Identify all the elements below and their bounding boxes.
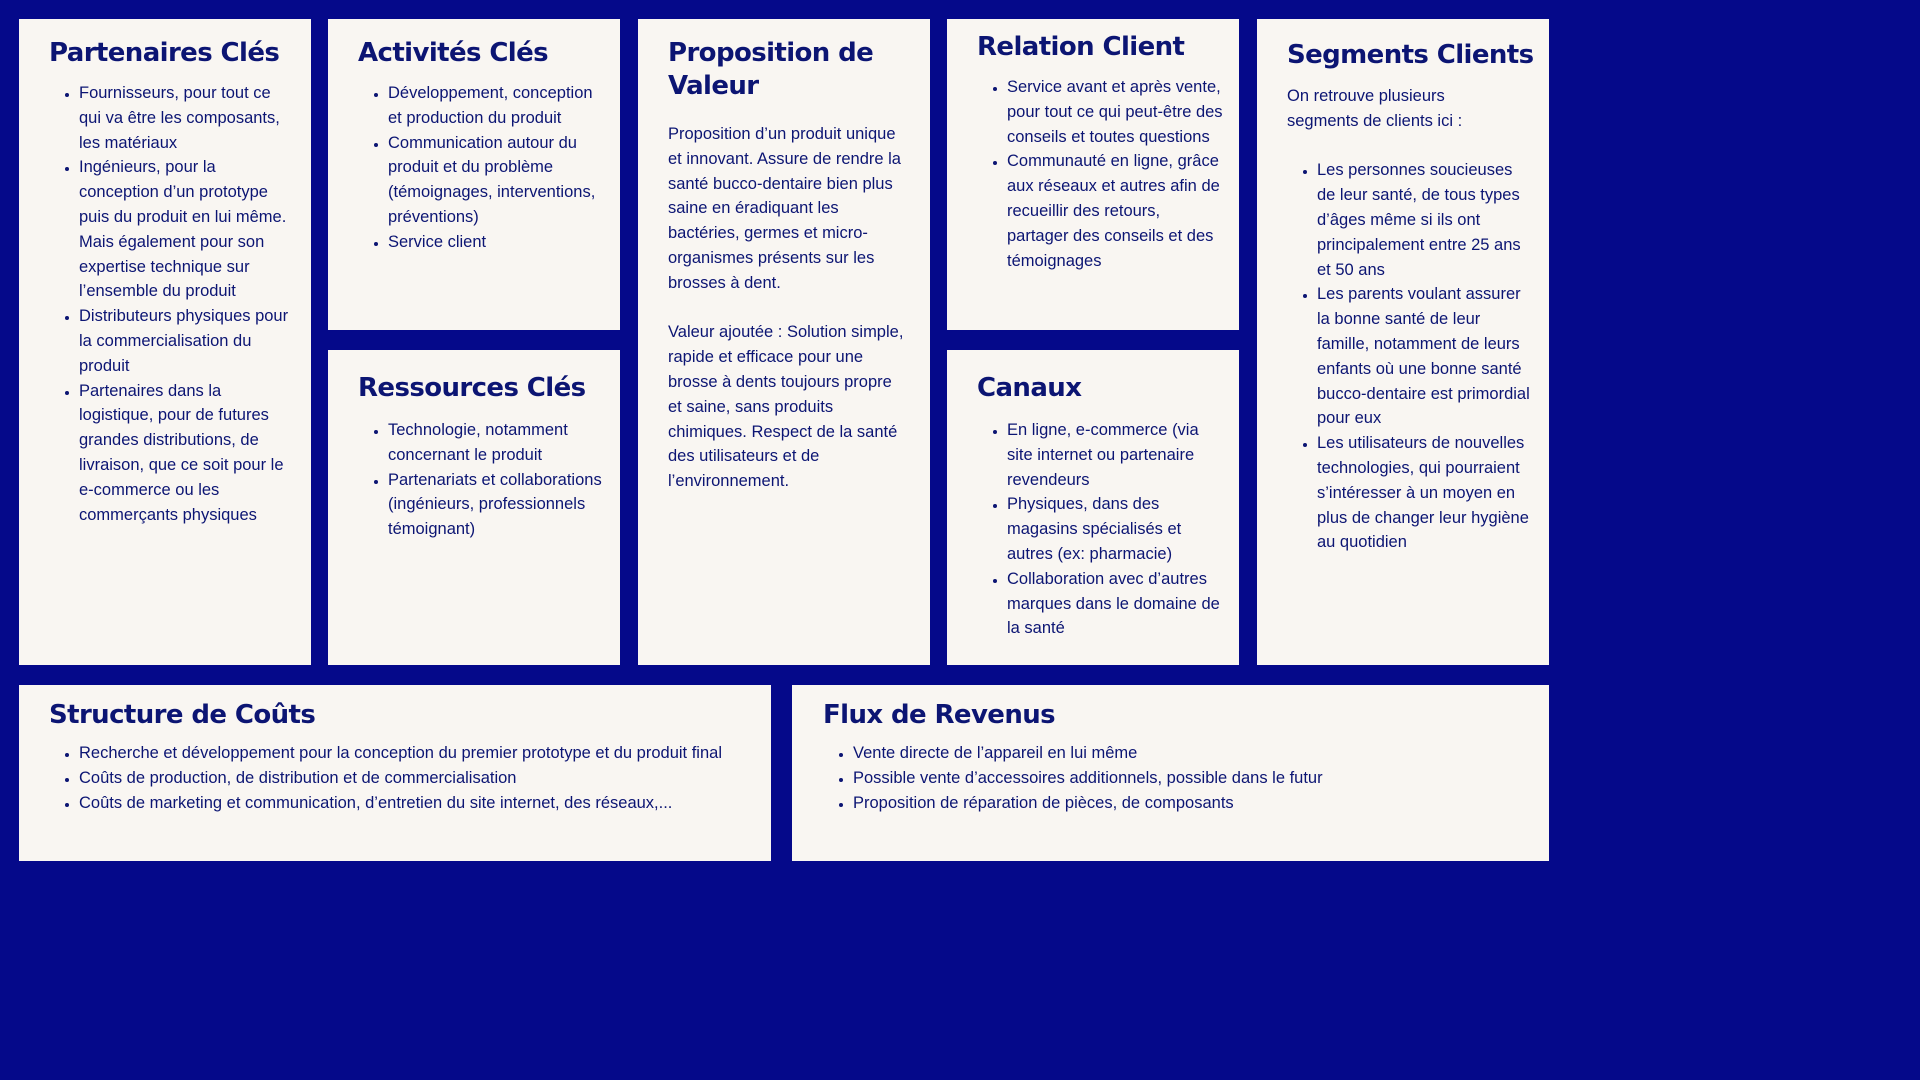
list-item: • Coûts de marketing et communication, d’entretien du site internet, des réseaux,... [79,791,731,816]
list-item: • Proposition de réparation de pièces, de composants [853,791,1509,816]
customer-relationship-list [977,75,1223,273]
revenue-streams-list [823,741,1509,815]
list-item: • Les parents voulant assurer la bonne santé de leur famille, notamment de leurs enfants où une bonne santé bucco-dentaire est primordial pour eux [1317,282,1535,431]
customer-relationship-title: Relation Client [977,32,1185,62]
customer-relationship-block [947,19,1239,330]
list-item: • En ligne, e-commerce (via site internet ou partenaire revendeurs [1007,418,1223,492]
cost-structure-title: Structure de Coûts [49,700,316,730]
list-item: • Recherche et développement pour la conception du premier prototype et du produit final [79,741,731,766]
key-activities-title: Activités Clés [358,38,549,68]
cost-structure-block [19,685,771,861]
customer-segments-title: Segments Clients [1287,40,1534,70]
revenue-streams-title: Flux de Revenus [823,700,1056,730]
list-item: • Partenariats et collaborations (ingénieurs, professionnels témoignant) [388,468,606,542]
key-activities-list [358,81,606,255]
customer-segments-block [1257,19,1549,665]
value-proposition-title: Proposition de Valeur [668,38,874,101]
key-resources-list [358,418,606,542]
key-partners-block [19,19,311,665]
key-resources-title: Ressources Clés [358,373,586,403]
list-item: • Les personnes soucieuses de leur santé, de tous types d’âges même si ils ont principalement entre 25 ans et 50 ans [1317,158,1535,282]
cost-structure-list [49,741,731,815]
list-item: • Distributeurs physiques pour la commercialisation du produit [79,304,297,378]
customer-segments-list [1287,158,1535,555]
list-item: • Possible vente d’accessoires additionnels, possible dans le futur [853,766,1509,791]
channels-list [977,418,1223,641]
list-item: • Coûts de production, de distribution et de commercialisation [79,766,731,791]
channels-title: Canaux [977,373,1082,403]
value-added-text: Valeur ajoutée : Solution simple, rapide et efficace pour une brosse à dents toujours propre et saine, sans produits chimiques. Respect de la santé des utilisateurs et de l’environnement. [668,323,904,491]
customer-segments-intro: On retrouve plusieurs segments de clients ici : [1287,87,1463,130]
list-item: • Service avant et après vente, pour tout ce qui peut-être des conseils et toutes questions [1007,75,1223,149]
key-resources-block [328,350,620,665]
key-partners-title: Partenaires Clés [49,38,280,68]
list-item: • Communication autour du produit et du problème (témoignages, interventions, préventions) [388,131,606,230]
key-activities-block [328,19,620,330]
list-item: • Communauté en ligne, grâce aux réseaux et autres afin de recueillir des retours, partager des conseils et des témoignages [1007,149,1223,273]
channels-block [947,350,1239,665]
list-item: • Service client [388,230,606,255]
value-proposition-block [638,19,930,665]
key-partners-list [49,81,297,527]
list-item: • Les utilisateurs de nouvelles technologies, qui pourraient s’intéresser à un moyen en plus de changer leur hygiène au quotidien [1317,431,1535,555]
revenue-streams-block [792,685,1549,861]
list-item: • Ingénieurs, pour la conception d’un prototype puis du produit en lui même. Mais également pour son expertise technique sur l’ensemble du produit [79,155,297,304]
list-item: • Physiques, dans des magasins spécialisés et autres (ex: pharmacie) [1007,492,1223,566]
list-item: • Partenaires dans la logistique, pour de futures grandes distributions, de livraison, que ce soit pour le e-commerce ou les commerçants physiques [79,379,297,528]
list-item: • Fournisseurs, pour tout ce qui va être les composants, les matériaux [79,81,297,155]
list-item: • Développement, conception et production du produit [388,81,606,131]
list-item: • Collaboration avec d’autres marques dans le domaine de la santé [1007,567,1223,641]
list-item: • Technologie, notamment concernant le produit [388,418,606,468]
list-item: • Vente directe de l’appareil en lui même [853,741,1509,766]
value-proposition-text: Proposition d’un produit unique et innovant. Assure de rendre la santé bucco-dentaire bien plus saine en éradiquant les bactéries, germes et micro-organismes présents sur les brosses à dent. [668,125,901,292]
